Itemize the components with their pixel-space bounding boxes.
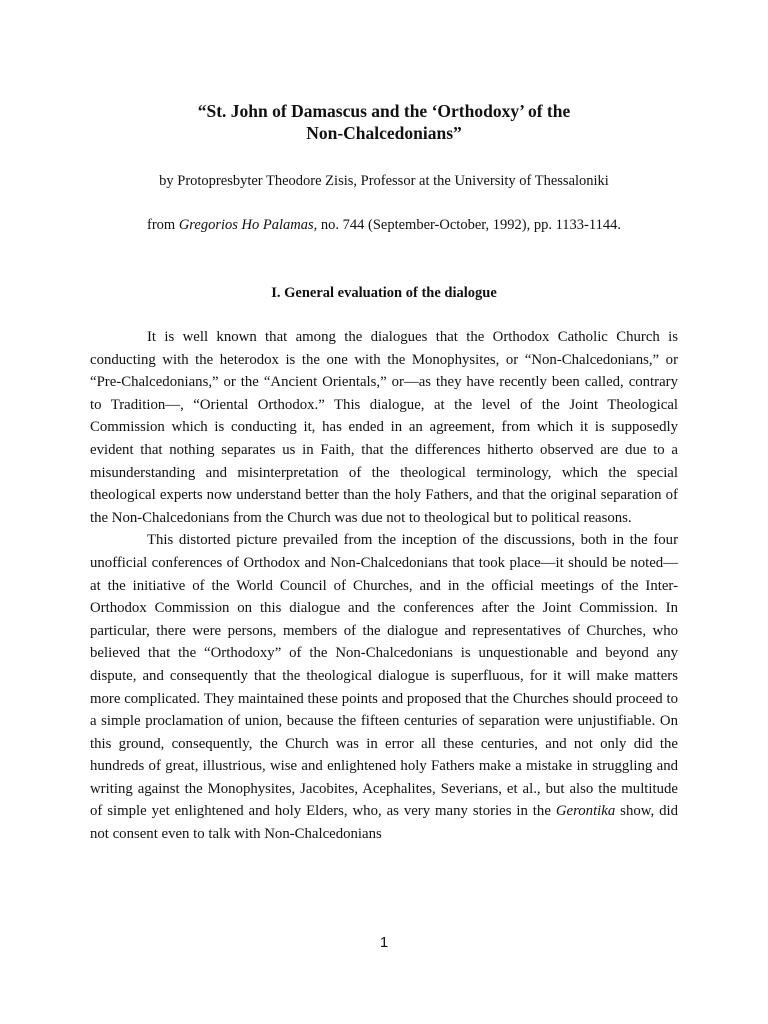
- page-number: 1: [379, 934, 389, 951]
- paragraph-2-part-1: This distorted picture prevailed from the inception of the discussions, both in the four unofficial conferences of Orthodox and Non-Chalcedonians that took place—it should be noted—at the initiative of the World Council of Churches, and in the official meetings of the Inter-Orthodox Commission on this dialogue and the conferences after the Joint Commission. In particular, there were persons, members of the dialogue and representatives of Churches, who believed that the “Orthodoxy” of the Non-Chalcedonians is unquestionable and beyond any dispute, and consequently that the theological dialogue is superfluous, for it will make matters more complicated. They maintained these points and proposed that the Churches should proceed to a simple proclamation of union, because the fifteen centuries of separation were unjustifiable. On this ground, consequently, the Church was in error all these centuries, and not only did the hundreds of great, illustrious, wise and enlightened holy Fathers make a mistake in struggling and writing against the Monophysites, Jacobites, Acephalites, Severians, et al., but also the multitude of simple yet enlightened and holy Elders, who, as very many stories in the: [90, 532, 678, 820]
- document-title-line-2: Non-Chalcedonians”: [306, 123, 462, 143]
- paragraph-1: It is well known that among the dialogues that the Orthodox Catholic Church is conducting with the heterodox is the one with the Monophysites, or “Non-Chalcedonians,” or “Pre-Chalcedonians,” or the “Ancient Orientals,” or—as they have recently been called, contrary to Tradition—, “Oriental Orthodox.” This dialogue, at the level of the Joint Theological Commission which is conducting it, has ended in an agreement, from which it is supposedly evident that nothing separates us in Faith, that the differences hitherto observed are due to a misunderstanding and misinterpretation of the theological terminology, which the special theological experts now understand better than the holy Fathers, and that the original separation of the Non-Chalcedonians from the Church was due not to theological but to political reasons.: [90, 329, 678, 526]
- source-prefix: from: [147, 217, 179, 233]
- document-title-line-1: “St. John of Damascus and the ‘Orthodoxy’ of the: [197, 101, 571, 121]
- author-byline: by Protopresbyter Theodore Zisis, Professor at the University of Thessaloniki: [159, 173, 609, 189]
- gerontika-italic: Gerontika: [555, 803, 616, 820]
- source-citation: [0, 215, 768, 235]
- body-text: [90, 326, 678, 846]
- paragraph-2-part-2: show, did not consent even to talk with Non-Chalcedonians: [90, 803, 678, 843]
- source-journal: Gregorios Ho Palamas,: [178, 217, 318, 233]
- source-details: no. 744 (September-October, 1992), pp. 1133-1144.: [317, 217, 621, 233]
- section-heading: I. General evaluation of the dialogue: [271, 285, 497, 301]
- paragraph-2: [90, 529, 678, 845]
